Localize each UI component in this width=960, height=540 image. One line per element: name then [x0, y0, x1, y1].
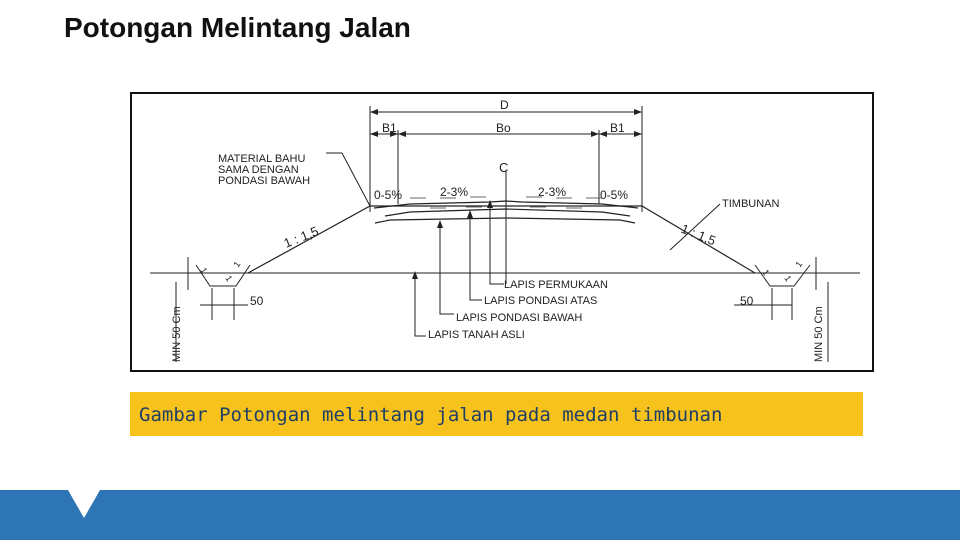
min-depth-right: MIN 50 Cm — [813, 306, 825, 362]
ditch-slope-left-3: 1 — [231, 259, 243, 270]
material-note-line-3: PONDASI BAWAH — [218, 175, 311, 187]
road-slope-left: 2-3% — [440, 185, 469, 199]
footer-bar — [0, 490, 960, 540]
dimension-bo-label: Bo — [496, 121, 511, 135]
ditch-slope-right-2: 1 — [782, 273, 794, 284]
layer-base-label: LAPIS PONDASI ATAS — [484, 295, 598, 307]
figure-caption-bar — [130, 392, 863, 436]
cross-section-diagram — [130, 92, 874, 372]
dimension-b1-left-label: B1 — [382, 121, 397, 135]
ditch-width-left: 50 — [250, 294, 264, 308]
side-slope-right: 1 : 1,5 — [678, 220, 719, 249]
slide-title: Potongan Melintang Jalan — [64, 12, 411, 43]
ditch-width-right: 50 — [740, 294, 754, 308]
side-slope-left: 1 : 1,5 — [281, 223, 321, 251]
centerline-label: C — [499, 160, 509, 175]
road-slope-right: 2-3% — [538, 185, 567, 199]
ditch-slope-left-1: 1 — [198, 265, 210, 276]
dimension-d-label: D — [500, 98, 509, 112]
min-depth-left: MIN 50 Cm — [171, 306, 183, 362]
material-note-line-2: SAMA DENGAN — [218, 164, 299, 176]
triangle-marker-icon — [66, 490, 102, 522]
figure-caption: Gambar Potongan melintang jalan pada medan timbunan — [139, 404, 723, 426]
shoulder-slope-right: 0-5% — [600, 188, 629, 202]
shoulder-slope-left: 0-5% — [374, 188, 403, 202]
layer-subbase-label: LAPIS PONDASI BAWAH — [456, 312, 583, 324]
ditch-slope-left-2: 1 — [223, 273, 235, 284]
layer-surface-label: LAPIS PERMUKAAN — [504, 279, 608, 291]
fill-label: TIMBUNAN — [722, 198, 780, 210]
material-note-line-1: MATERIAL BAHU — [218, 153, 306, 165]
layer-subgrade-label: LAPIS TANAH ASLI — [428, 329, 525, 341]
ditch-slope-right-3: 1 — [793, 259, 805, 270]
ditch-slope-right-1: 1 — [760, 267, 772, 278]
cross-section-drawing — [130, 92, 874, 372]
dimension-b1-right-label: B1 — [610, 121, 625, 135]
